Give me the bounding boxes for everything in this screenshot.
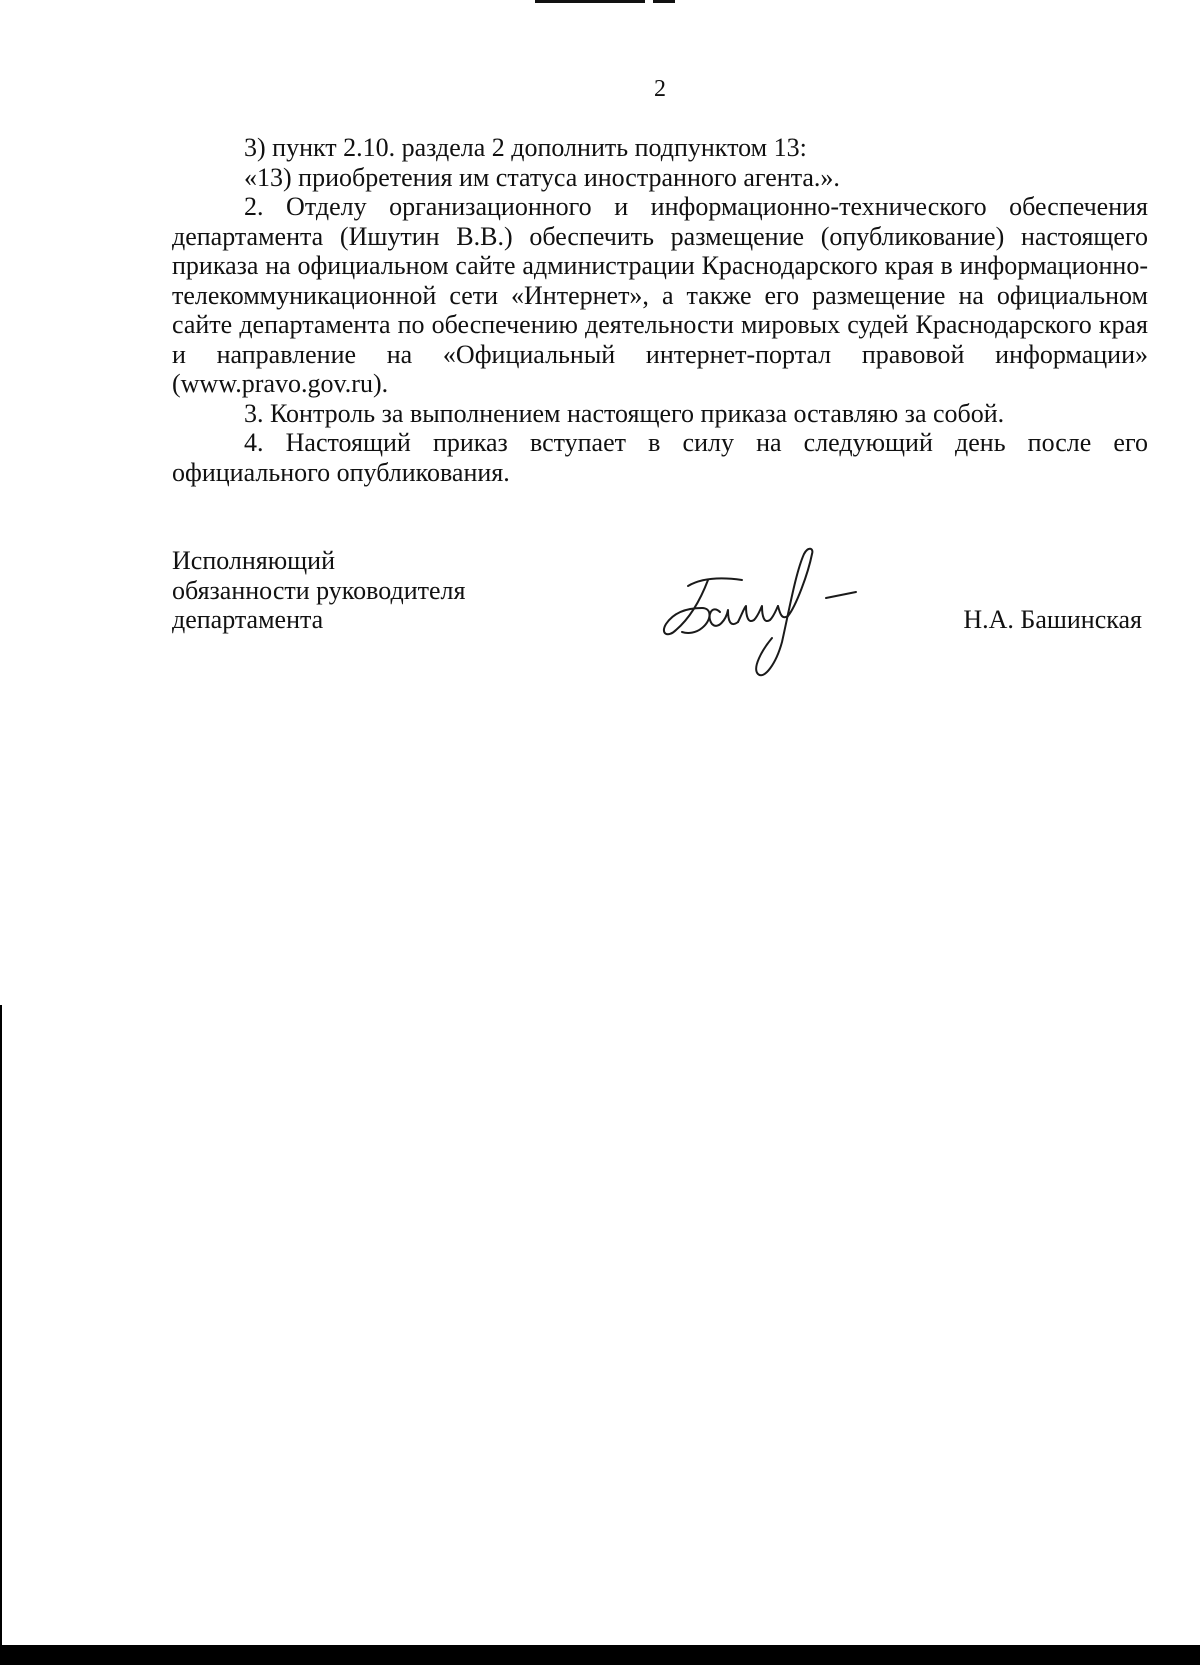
scan-left-edge [0,1005,2,1665]
scan-bottom-band [0,1645,1200,1665]
paragraph-item-3: 3) пункт 2.10. раздела 2 дополнить подпунктом 13: [244,133,807,162]
position-title-line: обязанности руководителя [172,575,466,605]
top-scan-marks [535,0,675,4]
paragraph-4-effective-date: 4. Настоящий приказ вступает в силу на следующий день после его официального опубликования. [172,428,1148,487]
position-title-line: департамента [172,605,324,634]
paragraph-3-control: 3. Контроль за выполнением настоящего приказа оставляю за собой. [244,398,1005,428]
page-number: 2 [654,76,666,102]
signature-block [172,546,1148,686]
position-title [172,546,465,635]
position-title-line: Исполняющий [172,546,336,575]
paragraph-2-publication: 2. Отделу организационного и информационно-технического обеспечения департамента (Ишутин В.В.) обеспечить размещение (опубликование) настоящего приказа на официальном сайте администрации Краснодарского края в информационно-телекоммуникационной сети «Интернет», а также его размещение на официальном сайте департамента по обеспечению деятельности мировых судей Краснодарского края и направление на «Официальный интернет-портал правовой информации» (www.pravo.gov.ru). [172,192,1148,398]
paragraph-subitem-13: «13) приобретения им статуса иностранного агента.». [244,162,840,192]
handwritten-signature [650,546,860,686]
document-body [172,133,1148,487]
signer-name: Н.А. Башинская [963,605,1142,634]
